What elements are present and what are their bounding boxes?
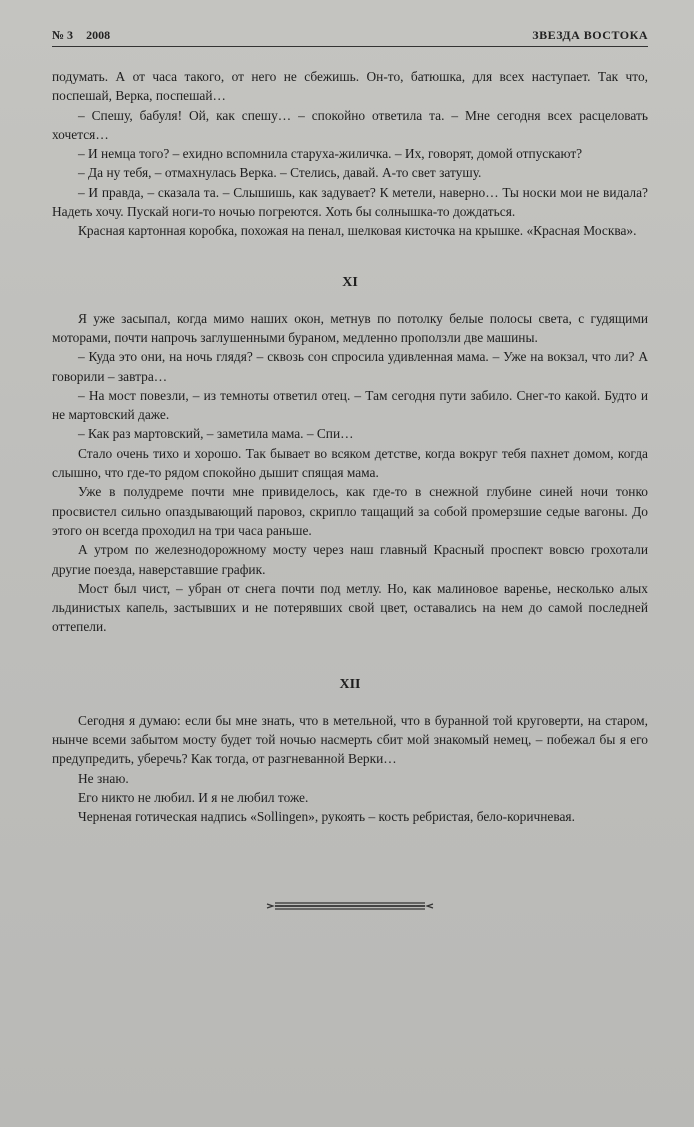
paragraph: Сегодня я думаю: если бы мне знать, что в метельной, что в буранной той круговерти, на старом, нынче всеми забытом мосту будет той ночью насмерть сбит мой знакомый немец, – побежал бы я его предупредить, уберечь? Как тогда, от разгневанной Верки… [52, 712, 648, 767]
paragraph: А утром по железнодорожному мосту через наш главный Красный проспект вовсю грохотали другие поезда, наверставшие график. [52, 542, 648, 577]
ornament-divider-icon [265, 899, 435, 913]
paragraph: – На мост повезли, – из темноты ответил отец. – Там сегодня пути забило. Снег-то какой. Будто и не мартовский даже. [52, 387, 648, 423]
chapter-xi-body [52, 309, 648, 637]
issue-year: 2008 [86, 28, 111, 42]
journal-title: ЗВЕЗДА ВОСТОКА [532, 28, 648, 42]
paragraph: – Спешу, бабуля! Ой, как спешу… – спокойно ответила та. – Мне сегодня всех расцеловать хочется… [52, 107, 648, 142]
section-top [52, 67, 648, 241]
paragraph: – Куда это они, на ночь глядя? – сквозь сон спросила удивленная мама. – Уже на вокзал, что ли? А говорили – завтра… [52, 349, 648, 384]
issue-info [52, 28, 120, 43]
issue-number: № 3 [52, 28, 74, 42]
paragraph: Не знаю. [78, 770, 129, 786]
chapter-xii-body [52, 711, 648, 827]
paragraph: Мост был чист, – убран от снега почти под метлу. Но, как малиновое варенье, несколько алых льдинистых капель, застывших и не потерявших свой цвет, оставались на нем до самой последней оттепели. [52, 580, 648, 635]
paragraph: Я уже засыпал, когда мимо наших окон, метнув по потолку белые полосы света, с гудящими моторами, почти напрочь заглушенными бураном, медленно проползли две машины. [52, 310, 648, 345]
paragraph: – Как раз мартовский, – заметила мама. – Спи… [78, 426, 354, 442]
chapter-heading-xi: XI [342, 274, 358, 290]
paragraph: подумать. А от часа такого, от него не сбежишь. Он-то, батюшка, для всех наступает. Так что, поспешай, Верка, поспешай… [52, 69, 648, 104]
paragraph: Уже в полудреме почти мне привиделось, как где-то в снежной глубине синей ночи тонко просвистел сильно опаздывающий паровоз, скрипло тащащий за собой промерзшие седые вагоны. До этого он всегда проходил на три часа раньше. [52, 484, 648, 538]
paragraph: – И правда, – сказала та. – Слышишь, как задувает? К метели, наверно… Ты носки мои не видала? Надеть хочу. Пускай ноги-то ночью погреются. Хоть бы солнышка-то дождаться. [52, 184, 648, 220]
paragraph: Стало очень тихо и хорошо. Так бывает во всяком детстве, когда вокруг тебя пахнет домом, когда слышно, что где-то рядом спокойно дышит спящая мама. [52, 445, 648, 481]
paragraph: Красная картонная коробка, похожая на пенал, шелковая кисточка на крышке. «Красная Москва». [78, 223, 637, 239]
running-header [52, 28, 648, 47]
paragraph: – И немца того? – ехидно вспомнила старуха-жиличка. – Их, говорят, домой отпускают? [78, 146, 583, 162]
end-ornament [265, 899, 435, 913]
chapter-heading-xii: XII [339, 676, 361, 692]
paragraph: Его никто не любил. И я не любил тоже. [78, 789, 309, 805]
paragraph: – Да ну тебя, – отмахнулась Верка. – Стелись, давай. А-то свет затушу. [78, 165, 482, 181]
paragraph: Черненая готическая надпись «Sollingen», рукоять – кость ребристая, бело-коричневая. [78, 809, 575, 825]
